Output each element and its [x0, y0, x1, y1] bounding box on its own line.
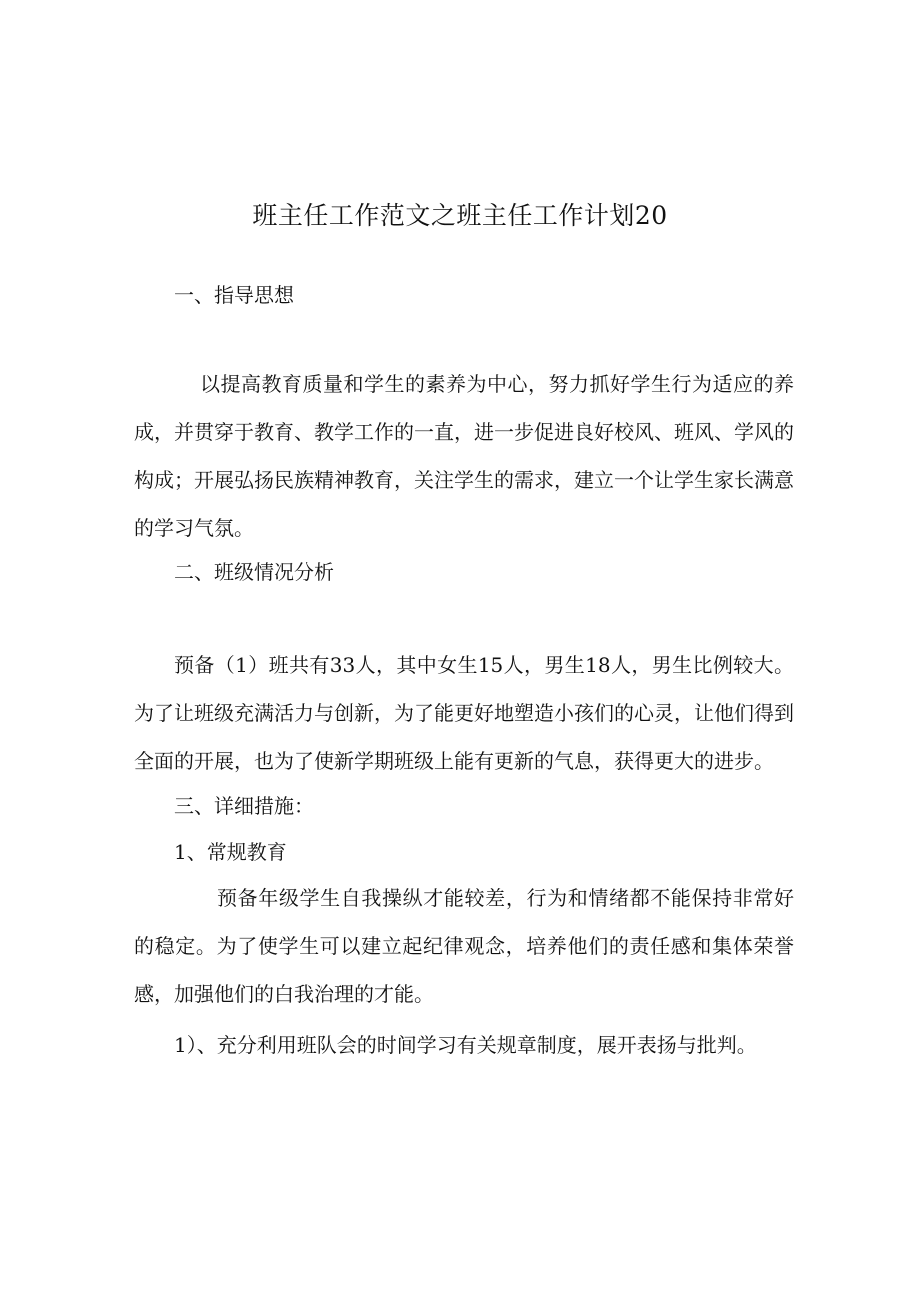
section-heading-measures: 三、详细措施： [174, 794, 314, 818]
list-item-class-meeting: 1）、充分利用班队会的时间学习有关规章制度，展开表扬与批判。 [174, 1033, 757, 1057]
section-heading-class-analysis: 二、班级情况分析 [174, 560, 334, 584]
section-heading-guiding-thought: 一、指导思想 [174, 283, 294, 307]
paragraph-routine-education: 预备年级学生自我操纵才能较差，行为和情绪都不能保持非常好的稳定。为了使学生可以建立起纪律观念，培养他们的责任感和集体荣誉感，加强他们的白我治理的才能。 [134, 886, 794, 1006]
subheading-routine-education: 1、常规教育 [174, 840, 287, 864]
document-title: 班主任工作范文之班主任工作计划20 [252, 201, 668, 230]
paragraph-guiding-thought: 以提高教育质量和学生的素养为中心，努力抓好学生行为适应的养成，并贯穿于教育、教学工作的一直，进一步促进良好校风、班风、学风的构成；开展弘扬民族精神教育，关注学生的需求，建立一个让学生家长满意的学习气氛。 [134, 372, 794, 540]
paragraph-class-analysis: 预备（1）班共有33人，其中女生15人，男生18人，男生比例较大。为了让班级充满活力与创新，为了能更好地塑造小孩们的心灵，让他们得到全面的开展，也为了使新学期班级上能有更新的气息，获得更大的进步。 [134, 653, 794, 773]
